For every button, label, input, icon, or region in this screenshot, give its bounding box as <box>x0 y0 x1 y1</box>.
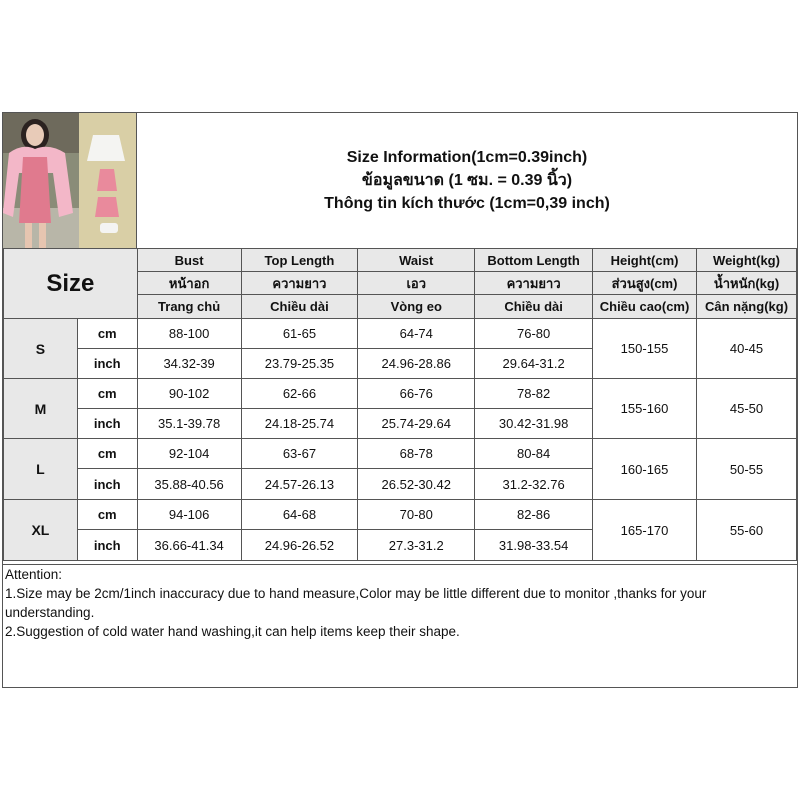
attention-note-2: 2.Suggestion of cold water hand washing,it can help items keep their shape. <box>5 624 460 639</box>
col-header-weight-vietnamese: Cân nặng(kg) <box>697 295 797 319</box>
table-row <box>4 500 797 530</box>
bottom-length-inch: 31.98-33.54 <box>475 530 593 561</box>
size-l-label: L <box>4 439 78 500</box>
waist-inch: 27.3-31.2 <box>358 530 475 561</box>
waist-cm: 66-76 <box>358 379 475 409</box>
size-m-label: M <box>4 379 78 439</box>
top-length-inch: 24.57-26.13 <box>241 469 358 500</box>
bust-inch: 36.66-41.34 <box>137 530 241 561</box>
height-range: 150-155 <box>593 319 697 379</box>
col-header-top-length-thai: ความยาว <box>241 272 358 295</box>
bust-inch: 34.32-39 <box>137 349 241 379</box>
top-length-cm: 62-66 <box>241 379 358 409</box>
col-header-height-vietnamese: Chiều cao(cm) <box>593 295 697 319</box>
height-range: 160-165 <box>593 439 697 500</box>
title-vietnamese: Thông tin kích thước (1cm=0,39 inch) <box>324 195 610 212</box>
bottom-length-cm: 76-80 <box>475 319 593 349</box>
col-header-waist: Waist <box>358 249 475 272</box>
waist-inch: 24.96-28.86 <box>358 349 475 379</box>
top-length-inch: 24.96-26.52 <box>241 530 358 561</box>
table-row <box>4 319 797 349</box>
product-photo-illustration <box>3 113 136 248</box>
unit-inch: inch <box>77 349 137 379</box>
col-header-bust: Bust <box>137 249 241 272</box>
size-chart <box>2 112 798 688</box>
top-length-cm: 61-65 <box>241 319 358 349</box>
table-row <box>4 439 797 469</box>
attention-note-1: 1.Size may be 2cm/1inch inaccuracy due to hand measure,Color may be little different due to monitor ,thanks for your understanding. <box>5 586 707 620</box>
unit-inch: inch <box>77 469 137 500</box>
col-header-bottom-length: Bottom Length <box>475 249 593 272</box>
bust-inch: 35.88-40.56 <box>137 469 241 500</box>
col-header-bottom-length-vietnamese: Chiều dài <box>475 295 593 319</box>
col-header-waist-vietnamese: Vòng eo <box>358 295 475 319</box>
attention-heading: Attention: <box>5 567 63 582</box>
title-english: Size Information(1cm=0.39inch) <box>346 149 588 166</box>
col-header-top-length-vietnamese: Chiều dài <box>241 295 358 319</box>
bottom-length-cm: 80-84 <box>475 439 593 469</box>
bottom-length-cm: 78-82 <box>475 379 593 409</box>
waist-inch: 25.74-29.64 <box>358 409 475 439</box>
bust-cm: 92-104 <box>137 439 241 469</box>
size-table <box>3 248 797 561</box>
bottom-length-inch: 30.42-31.98 <box>475 409 593 439</box>
unit-cm: cm <box>77 319 137 349</box>
waist-cm: 68-78 <box>358 439 475 469</box>
bust-cm: 94-106 <box>137 500 241 530</box>
col-header-weight: Weight(kg) <box>697 249 797 272</box>
bust-cm: 88-100 <box>137 319 241 349</box>
top-length-inch: 23.79-25.35 <box>241 349 358 379</box>
unit-cm: cm <box>77 379 137 409</box>
size-header: Size <box>4 249 138 319</box>
waist-inch: 26.52-30.42 <box>358 469 475 500</box>
product-photo <box>3 113 137 248</box>
col-header-waist-thai: เอว <box>358 272 475 295</box>
bottom-length-inch: 29.64-31.2 <box>475 349 593 379</box>
chart-header <box>3 113 797 249</box>
waist-cm: 64-74 <box>358 319 475 349</box>
col-header-height: Height(cm) <box>593 249 697 272</box>
bust-inch: 35.1-39.78 <box>137 409 241 439</box>
weight-range: 50-55 <box>697 439 797 500</box>
col-header-top-length: Top Length <box>241 249 358 272</box>
weight-range: 45-50 <box>697 379 797 439</box>
unit-cm: cm <box>77 500 137 530</box>
waist-cm: 70-80 <box>358 500 475 530</box>
height-range: 165-170 <box>593 500 697 561</box>
bottom-length-inch: 31.2-32.76 <box>475 469 593 500</box>
title-block <box>137 113 797 248</box>
top-length-cm: 64-68 <box>241 500 358 530</box>
col-header-bust-vietnamese: Trang chủ <box>137 295 241 319</box>
unit-cm: cm <box>77 439 137 469</box>
unit-inch: inch <box>77 409 137 439</box>
weight-range: 40-45 <box>697 319 797 379</box>
col-header-height-thai: ส่วนสูง(cm) <box>593 272 697 295</box>
weight-range: 55-60 <box>697 500 797 561</box>
attention-notes <box>3 564 797 687</box>
size-xl-label: XL <box>4 500 78 561</box>
bust-cm: 90-102 <box>137 379 241 409</box>
table-row <box>4 379 797 409</box>
size-s-label: S <box>4 319 78 379</box>
col-header-bust-thai: หน้าอก <box>137 272 241 295</box>
top-length-inch: 24.18-25.74 <box>241 409 358 439</box>
unit-inch: inch <box>77 530 137 561</box>
col-header-bottom-length-thai: ความยาว <box>475 272 593 295</box>
height-range: 155-160 <box>593 379 697 439</box>
top-length-cm: 63-67 <box>241 439 358 469</box>
bottom-length-cm: 82-86 <box>475 500 593 530</box>
col-header-weight-thai: น้ำหนัก(kg) <box>697 272 797 295</box>
title-thai: ข้อมูลขนาด (1 ซม. = 0.39 นิ้ว) <box>361 172 573 189</box>
